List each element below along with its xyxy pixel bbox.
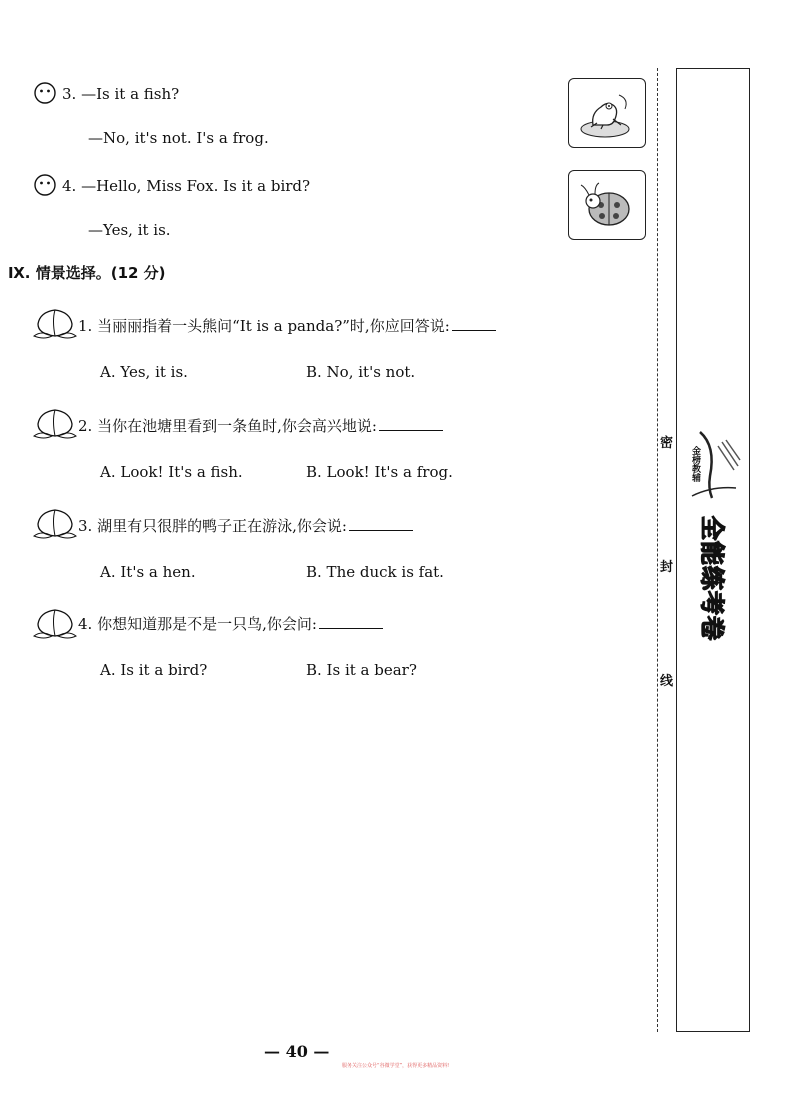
question-text: 当丽丽指着一头熊问“It is a panda?”时,你应回答说:	[97, 317, 450, 335]
ladybug-picture	[568, 170, 646, 240]
question-text: 湖里有只很胖的鸭子正在游泳,你会说:	[97, 517, 347, 535]
binding-char-line: 线	[660, 674, 674, 689]
option-a[interactable]: A. Yes, it is.	[100, 363, 188, 381]
question-number: 1.	[78, 317, 93, 335]
footer-note: 服务关注公众号“谷微学堂”，获得更多精品资料!	[342, 1063, 450, 1069]
option-b[interactable]: B. Is it a bear?	[306, 661, 417, 679]
frog-picture	[568, 78, 646, 148]
binding-char-envelope: 封	[660, 560, 674, 575]
dialog-number: 4.	[62, 177, 77, 195]
dialog-question: —Is it a fish?	[81, 85, 180, 103]
logo-text: 金榜教辅	[690, 446, 700, 482]
option-b[interactable]: B. No, it's not.	[306, 363, 416, 381]
smiley-icon	[34, 82, 56, 104]
page-number: — 40 —	[264, 1042, 330, 1061]
question-number: 4.	[78, 615, 93, 633]
frog-icon	[569, 79, 645, 147]
option-b[interactable]: B. The duck is fat.	[306, 563, 444, 581]
dialog-number: 3.	[62, 85, 77, 103]
dialog-question: —Hello, Miss Fox. Is it a bird?	[81, 177, 311, 195]
option-a[interactable]: A. Look! It's a fish.	[100, 463, 243, 481]
binding-dashed-line	[657, 68, 658, 1032]
question-number: 2.	[78, 417, 93, 435]
peach-icon	[32, 506, 78, 540]
question-text: 当你在池塘里看到一条鱼时,你会高兴地说:	[97, 417, 377, 435]
option-b[interactable]: B. Look! It's a frog.	[306, 463, 453, 481]
answer-blank[interactable]	[319, 612, 383, 629]
option-a[interactable]: A. It's a hen.	[100, 563, 196, 581]
answer-blank[interactable]	[349, 514, 413, 531]
smiley-icon	[34, 174, 56, 196]
peach-icon	[32, 406, 78, 440]
binding-char-seal: 密	[660, 436, 674, 451]
question-text: 你想知道那是不是一只鸟,你会问:	[97, 615, 317, 633]
section-title: Ⅸ. 情景选择。(12 分)	[8, 264, 166, 282]
dialog-answer: —Yes, it is.	[88, 221, 171, 239]
brand-title: 全能练考卷	[697, 515, 726, 641]
dialog-answer: —No, it's not. I's a frog.	[88, 129, 269, 147]
answer-blank[interactable]	[452, 314, 496, 331]
option-a[interactable]: A. Is it a bird?	[100, 661, 208, 679]
brand-title-wrap	[694, 510, 734, 646]
answer-blank[interactable]	[379, 414, 443, 431]
brand-logo	[682, 426, 744, 506]
question-number: 3.	[78, 517, 93, 535]
peach-icon	[32, 306, 78, 340]
ladybug-icon	[569, 171, 645, 239]
peach-icon	[32, 606, 78, 640]
